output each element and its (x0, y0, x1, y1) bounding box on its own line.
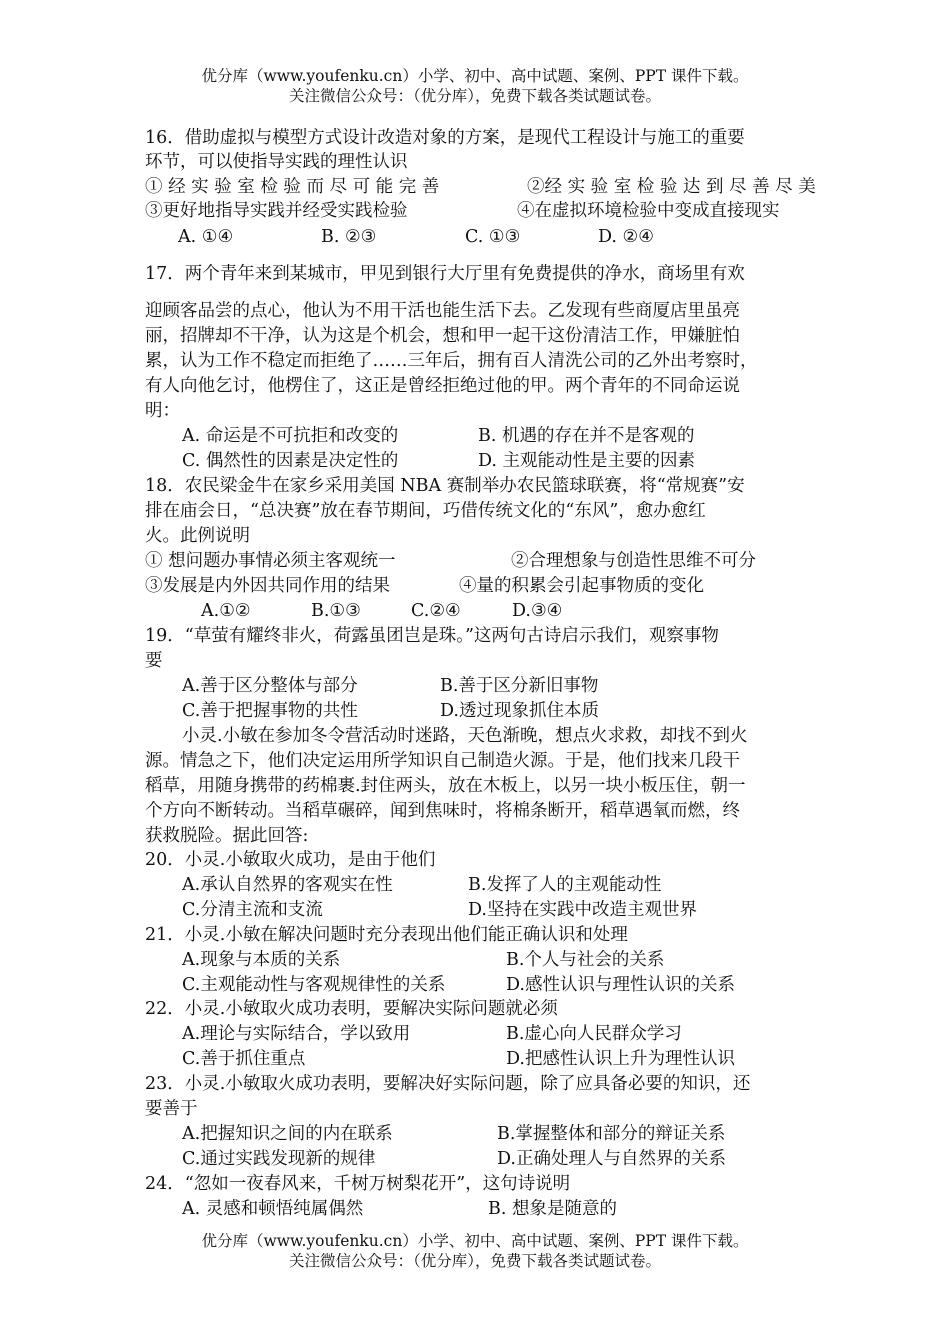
q22-choice-c: C.善于抓住重点 (182, 1049, 306, 1069)
q18-choice-b: B.①③ (311, 601, 361, 621)
q22-choice-b: B.虚心向人民群众学习 (506, 1024, 682, 1044)
q21-choice-b: B.个人与社会的关系 (506, 950, 665, 970)
q23-choice-c: C.通过实践发现新的规律 (182, 1149, 376, 1169)
q17-choice-c: C. 偶然性的因素是决定性的 (182, 451, 399, 471)
passage-line-3: 稻草，用随身携带的药棉裹.封住两头，放在木板上，以另一块小板压住，朝一 (145, 776, 746, 796)
q20-choice-c: C.分清主流和支流 (182, 900, 323, 920)
passage-line-4: 个方向不断转动。当稻草碾碎，闻到焦味时，将棉条断开，稻草遇氧而燃，终 (145, 801, 740, 821)
q22-stem: 22．小灵.小敏取火成功表明，要解决实际问题就必须 (145, 999, 558, 1019)
q17-stem-line-2: 迎顾客品尝的点心，他认为不用干活也能生活下去。乙发现有些商厦店里虽亮 (145, 301, 740, 321)
q18-stem-line-1: 18．农民梁金牛在家乡采用美国 NBA 赛制举办农民篮球联赛，将“常规赛”安 (145, 476, 745, 496)
q18-option-4: ④量的积累会引起事物质的变化 (459, 576, 704, 596)
q19-stem-line-2: 要 (145, 651, 163, 671)
q19-choice-b: B.善于区分新旧事物 (440, 676, 599, 696)
q17-stem-line-3: 丽，招牌却不干净，认为这是个机会，想和甲一起干这份清洁工作，甲嫌脏怕 (145, 326, 740, 346)
q19-stem-line-1: 19．“草萤有耀终非火，荷露虽团岂是珠。”这两句古诗启示我们，观察事物 (145, 626, 719, 646)
q19-choice-a: A.善于区分整体与部分 (182, 676, 358, 696)
q18-choice-c: C.②④ (411, 601, 461, 621)
q17-stem-line-1: 17．两个青年来到某城市，甲见到银行大厅里有免费提供的净水，商场里有欢 (145, 264, 745, 284)
q17-stem-line-6: 明： (145, 401, 180, 421)
q18-option-1: ① 想问题办事情必须主客观统一 (145, 551, 396, 571)
q16-choice-c: C. ①③ (465, 227, 521, 247)
header-line-1: 优分库（www.youfenku.cn）小学、初中、高中试题、案例、PPT 课件下载。 (201, 67, 749, 85)
q16-option-3: ③更好地指导实践并经受实践检验 (145, 201, 408, 221)
q17-choice-d: D. 主观能动性是主要的因素 (478, 451, 696, 471)
q17-choice-b: B. 机遇的存在并不是客观的 (478, 426, 695, 446)
q24-choice-a: A. 灵感和顿悟纯属偶然 (182, 1199, 364, 1219)
q17-choice-a: A. 命运是不可抗拒和改变的 (182, 426, 399, 446)
q20-choice-b: B.发挥了人的主观能动性 (468, 875, 662, 895)
q20-stem: 20．小灵.小敏取火成功，是由于他们 (145, 850, 436, 870)
q23-choice-d: D.正确处理人与自然界的关系 (497, 1149, 726, 1169)
q18-choice-d: D.③④ (512, 601, 563, 621)
q18-option-2: ②合理想象与创造性思维不可分 (511, 551, 756, 571)
q22-choice-a: A.理论与实际结合，学以致用 (182, 1024, 411, 1044)
q20-choice-a: A.承认自然界的客观实在性 (182, 875, 393, 895)
q16-stem-line-2: 环节，可以使指导实践的理性认识 (145, 152, 408, 172)
q16-choice-d: D. ②④ (598, 227, 654, 247)
q23-choice-b: B.掌握整体和部分的辩证关系 (497, 1124, 726, 1144)
q20-choice-d: D.坚持在实践中改造主观世界 (468, 900, 697, 920)
q16-choice-a: A. ①④ (178, 227, 234, 247)
q24-stem: 24．“忽如一夜春风来，千树万树梨花开”，这句诗说明 (145, 1174, 571, 1194)
q22-choice-d: D.把感性认识上升为理性认识 (506, 1049, 735, 1069)
footer-line-2: 关注微信公众号：（优分库），免费下载各类试题试卷。 (288, 1252, 661, 1270)
q23-stem-line-1: 23．小灵.小敏取火成功表明，要解决好实际问题，除了应具备必要的知识，还 (145, 1074, 751, 1094)
q16-choice-b: B. ②③ (321, 227, 377, 247)
q21-choice-a: A.现象与本质的关系 (182, 950, 341, 970)
q18-option-3: ③发展是内外因共同作用的结果 (145, 576, 390, 596)
q19-choice-c: C.善于把握事物的共性 (182, 701, 358, 721)
q18-stem-line-3: 火。此例说明 (145, 526, 250, 546)
q23-choice-a: A.把握知识之间的内在联系 (182, 1124, 393, 1144)
footer-line-1: 优分库（www.youfenku.cn）小学、初中、高中试题、案例、PPT 课件下载。 (201, 1232, 749, 1250)
q19-choice-d: D.透过现象抓住本质 (440, 701, 599, 721)
q21-stem: 21．小灵.小敏在解决问题时充分表现出他们能正确认识和处理 (145, 925, 628, 945)
q23-stem-line-2: 要善于 (145, 1099, 198, 1119)
q21-choice-c: C.主观能动性与客观规律性的关系 (182, 975, 446, 995)
q17-stem-line-5: 有人向他乞讨，他楞住了，这正是曾经拒绝过他的甲。两个青年的不同命运说 (145, 376, 740, 396)
q16-option-1: ① 经 实 验 室 检 验 而 尽 可 能 完 善 (145, 177, 440, 197)
q18-choice-a: A.①② (201, 601, 251, 621)
q18-stem-line-2: 排在庙会日，“总决赛”放在春节期间，巧借传统文化的“东风”，愈办愈红 (145, 501, 706, 521)
passage-line-1: 小灵.小敏在参加冬令营活动时迷路，天色渐晚，想点火求救，却找不到火 (182, 726, 748, 746)
q16-option-4: ④在虚拟环境检验中变成直接现实 (517, 201, 780, 221)
q21-choice-d: D.感性认识与理性认识的关系 (506, 975, 735, 995)
q16-stem-line-1: 16．借助虚拟与模型方式设计改造对象的方案，是现代工程设计与施工的重要 (145, 128, 745, 148)
passage-line-2: 源。情急之下，他们决定运用所学知识自己制造火源。于是，他们找来几段干 (145, 751, 740, 771)
q17-stem-line-4: 累，认为工作不稳定而拒绝了……三年后，拥有百人清洗公司的乙外出考察时， (145, 351, 758, 371)
header-line-2: 关注微信公众号：（优分库），免费下载各类试题试卷。 (288, 87, 661, 105)
q24-choice-b: B. 想象是随意的 (488, 1199, 617, 1219)
passage-line-5: 获救脱险。据此回答: (145, 826, 309, 846)
q16-option-2: ②经 实 验 室 检 验 达 到 尽 善 尽 美 (527, 177, 816, 197)
